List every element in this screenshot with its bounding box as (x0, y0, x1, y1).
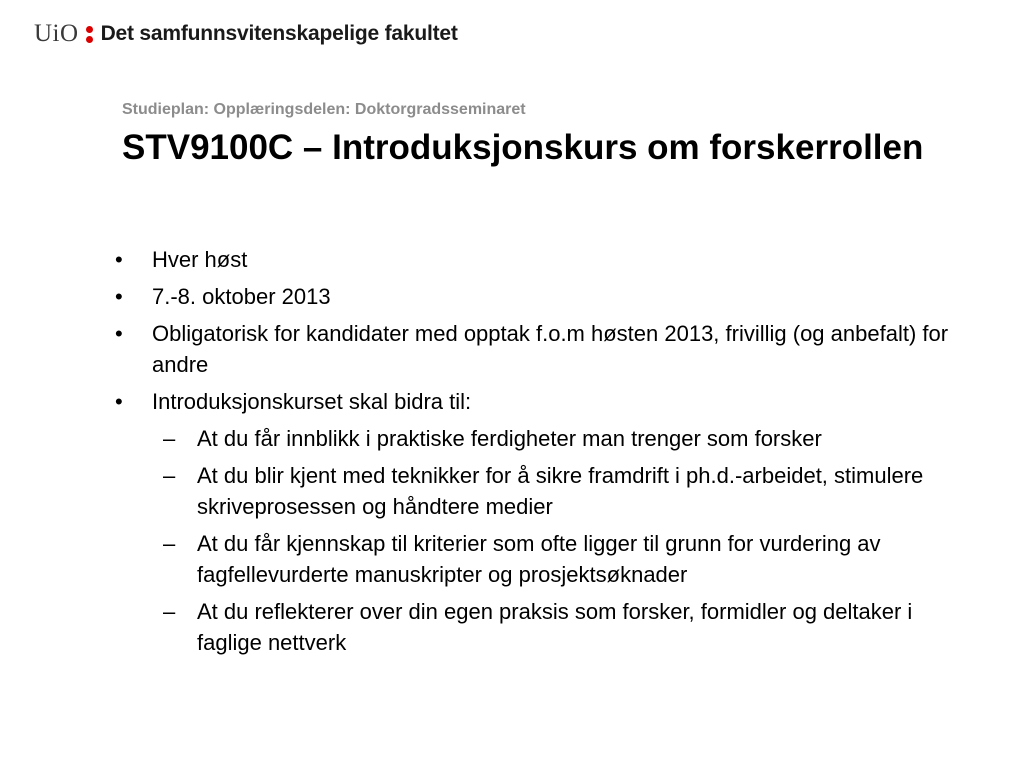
list-item (107, 386, 967, 658)
bullet-list (107, 244, 967, 658)
dash-icon: – (163, 426, 176, 451)
bullet-icon: • (115, 389, 123, 414)
list-item (107, 281, 967, 312)
uio-logo-text: UiO (34, 20, 79, 47)
bullet-icon: • (115, 284, 123, 309)
bullet-icon: • (115, 321, 123, 346)
slide-header (34, 20, 458, 48)
dash-icon: – (163, 463, 176, 488)
sub-list-item (152, 423, 967, 454)
slide-body (107, 244, 967, 664)
list-item (107, 318, 967, 380)
sub-bullet-list (152, 423, 967, 658)
list-item-text: Introduksjonskurset skal bidra til: (152, 389, 472, 414)
sub-list-item (152, 596, 967, 658)
slide-title: STV9100C – Introduksjonskurs om forskerrollen (122, 128, 924, 167)
faculty-name: Det samfunnsvitenskapelige fakultet (100, 22, 458, 45)
list-item (107, 244, 967, 275)
sub-list-item-text: At du får innblikk i praktiske ferdigheter man trenger som forsker (197, 426, 822, 451)
sub-list-item-text: At du får kjennskap til kriterier som ofte ligger til grunn for vurdering av fagfellevurderte manuskripter og prosjektsøknader (197, 531, 881, 587)
list-item-text: Hver høst (152, 247, 248, 272)
dash-icon: – (163, 599, 176, 624)
sub-list-item-text: At du blir kjent med teknikker for å sikre framdrift i ph.d.-arbeidet, stimulere skriveprosessen og håndtere medier (197, 463, 924, 519)
sub-list-item (152, 528, 967, 590)
uio-logo-dots-icon (86, 26, 93, 43)
sub-list-item (152, 460, 967, 522)
list-item-text: 7.-8. oktober 2013 (152, 284, 331, 309)
breadcrumb: Studieplan: Opplæringsdelen: Doktorgradsseminaret (122, 101, 526, 118)
bullet-icon: • (115, 247, 123, 272)
sub-list-item-text: At du reflekterer over din egen praksis som forsker, formidler og deltaker i faglige nettverk (197, 599, 913, 655)
list-item-text: Obligatorisk for kandidater med opptak f.o.m høsten 2013, frivillig (og anbefalt) for andre (152, 321, 949, 377)
dash-icon: – (163, 531, 176, 556)
